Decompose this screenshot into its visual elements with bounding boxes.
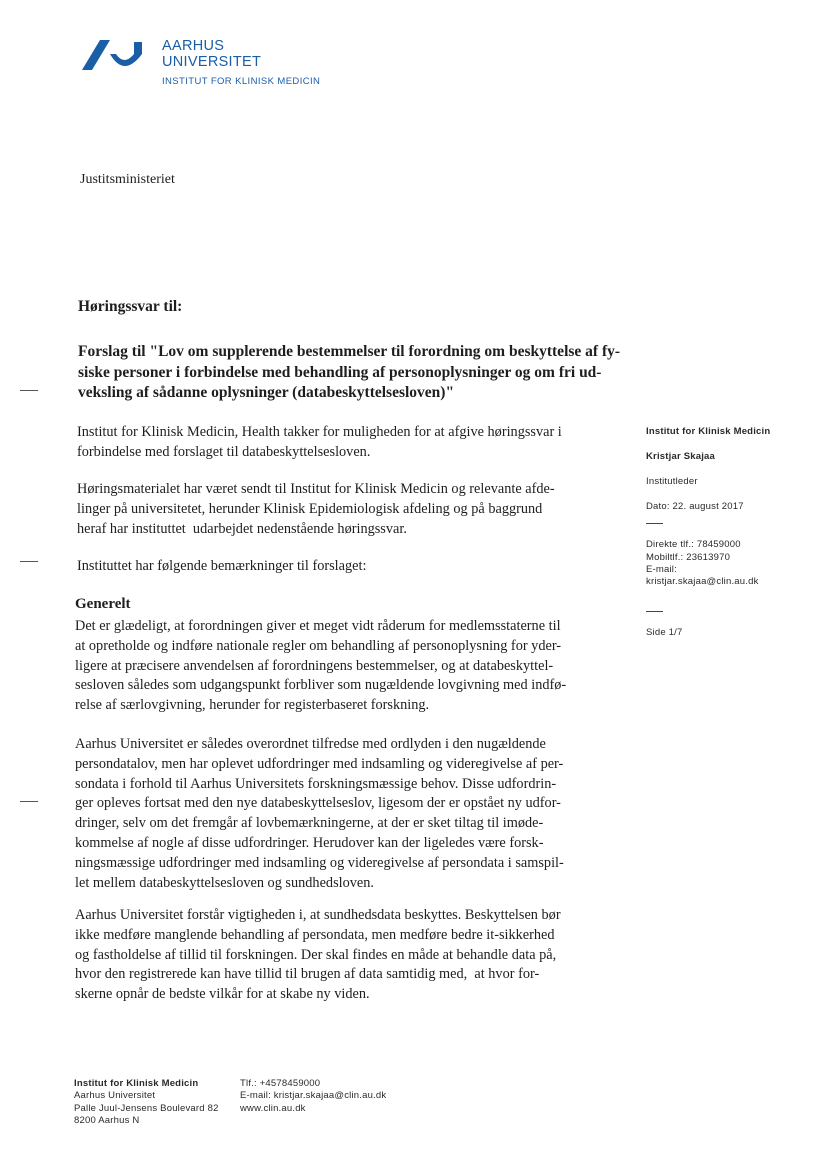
subject-line: Forslag til "Lov om supplerende bestemmelser til forordning om beskyttelse af fy- [78, 343, 621, 360]
recipient: Justitsministeriet [80, 172, 175, 187]
aarhus-university-logo-icon [80, 38, 150, 72]
logo-name-line1: AARHUS [162, 38, 225, 54]
footer-contact [240, 1078, 386, 1115]
logo-name-line2: UNIVERSITET [162, 54, 262, 70]
sidebar-direct-phone: Direkte tlf.: 78459000 [646, 539, 741, 550]
footer-university: Aarhus Universitet [74, 1090, 156, 1102]
sidebar-email: kristjar.skajaa@clin.au.dk [646, 576, 759, 587]
logo-institute: INSTITUT FOR KLINISK MEDICIN [162, 76, 321, 87]
hearing-heading: Høringssvar til: [78, 298, 183, 315]
sidebar-divider [646, 523, 663, 524]
sidebar-date: Dato: 22. august 2017 [646, 501, 744, 512]
sidebar-person: Kristjar Skajaa [646, 451, 716, 462]
sidebar-title: Institutleder [646, 476, 698, 487]
sidebar-mobile: Mobiltlf.: 23613970 [646, 552, 731, 563]
footer-institute: Institut for Klinisk Medicin [74, 1078, 199, 1089]
subject-line: veksling af sådanne oplysninger (databeskyttelsesloven)" [78, 384, 455, 401]
body-paragraph-1: Institut for Klinisk Medicin, Health takker for muligheden for at afgive høringssvar i forbindelse med forslaget til databeskyttelsesloven. [77, 424, 562, 460]
sidebar-email-label: E-mail: [646, 564, 677, 575]
fold-mark [20, 390, 38, 391]
footer-website: www.clin.au.dk [240, 1102, 306, 1114]
sidebar-divider [646, 611, 663, 612]
body-paragraph-4: Det er glædeligt, at forordningen giver et meget vidt råderum for medlemsstaterne til at opretholde og indføre nationale regler om behandling af personoplysning for yder- ligere at præcisere anvendelsen af forordningens bestemmelser, og at databeskyttel- sesloven således som udgangspunkt forbliver som nugældende lovgivning med indfø- relse af særlovgivning, herunder for registerbaseret forskning. [75, 618, 567, 714]
sidebar-institute: Institut for Klinisk Medicin [646, 426, 771, 437]
body-paragraph-2: Høringsmaterialet har været sendt til Institut for Klinisk Medicin og relevante afde- linger på universitetet, herunder Klinisk Epidemiologisk afdeling og på baggrund heraf har instituttet udarbejdet nedenstående høringssvar. [77, 481, 555, 537]
sidebar-page-number: Side 1/7 [646, 627, 683, 638]
body-paragraph-5: Aarhus Universitet er således overordnet tilfredse med ordlyden i den nugældende persondatalov, men har oplevet udfordringer med indsamling og videregivelse af per- sondata i forhold til Aarhus Universitets forskningsmæssige behov. Disse udfordrin- ger opleves fortsat med den nye databeskyttelseslov, ligesom der er opstået ny udfor- dringer, selv om det fremgår af lovbemærkningerne, at der er sket tiltag til imøde- kommelse af nogle af disse udfordringer. Herudover kan der ligeledes være forsk- ningsmæssige udfordringer med indsamling og videregivelse af persondata i samspil- let mellem databeskyttelsesloven og sundhedsloven. [75, 736, 564, 891]
subject-line: siske personer i forbindelse med behandling af personoplysninger og om fri ud- [78, 363, 602, 381]
subject-heading [78, 342, 718, 404]
section-title-generelt: Generelt [75, 596, 131, 612]
body-paragraph-6: Aarhus Universitet forstår vigtigheden i, at sundhedsdata beskyttes. Beskyttelsen bør ikke medføre manglende behandling af persondata, men medføre bedre it-sikkerhed og fastholdelse af tillid til forskningen. Der skal findes en måde at behandle data på, hvor den registrerede kan have tillid til brugen af data samtidig med, at hvor for- skerne opnår de bedste vilkår for at skabe ny viden. [75, 907, 561, 1003]
footer-address [74, 1078, 219, 1128]
fold-mark [20, 561, 38, 562]
logo-text [162, 38, 320, 87]
footer-email: E-mail: kristjar.skajaa@clin.au.dk [240, 1090, 387, 1102]
fold-mark [20, 801, 38, 802]
footer-city: 8200 Aarhus N [74, 1115, 140, 1127]
body-paragraph-3: Instituttet har følgende bemærkninger til forslaget: [77, 558, 367, 574]
footer-phone: Tlf.: +4578459000 [240, 1078, 321, 1089]
footer-street: Palle Juul-Jensens Boulevard 82 [74, 1102, 219, 1114]
